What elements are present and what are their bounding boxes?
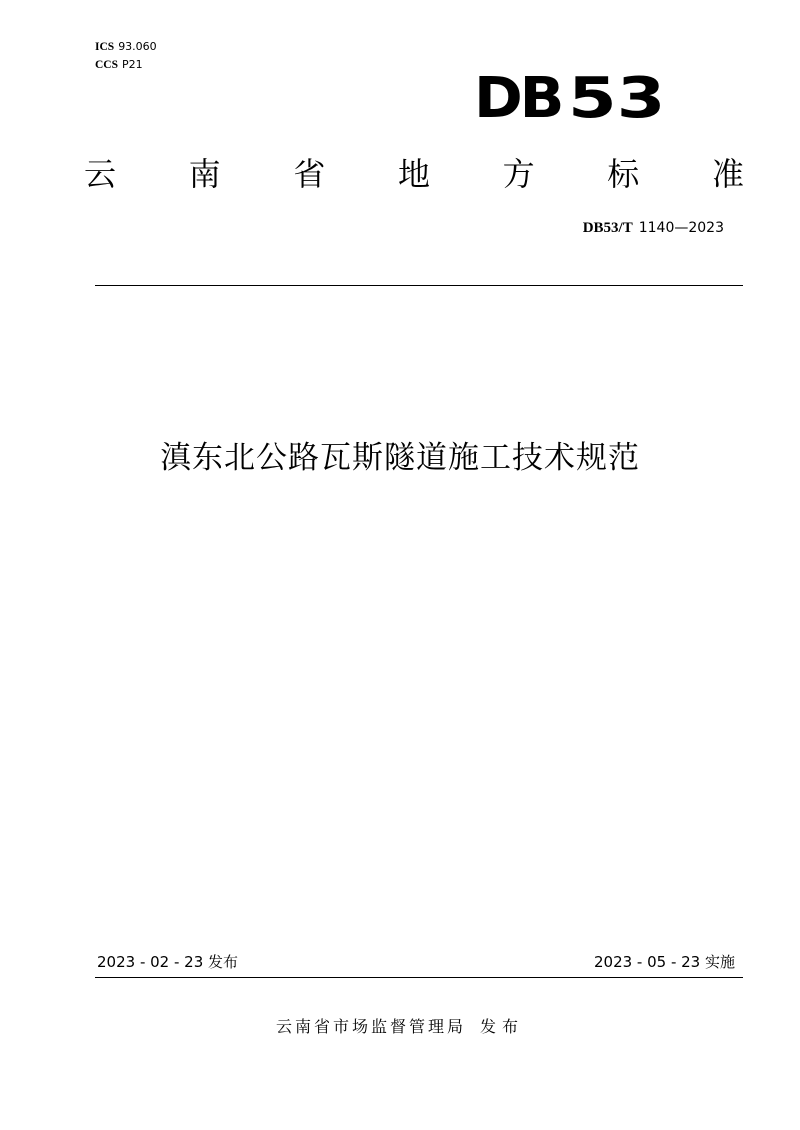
top-divider xyxy=(95,285,743,286)
standard-code xyxy=(583,218,724,238)
ccs-label: CCS xyxy=(95,59,119,71)
db-logo-letters: DB xyxy=(474,66,562,131)
ics-code xyxy=(95,40,157,54)
db-logo-number: 53 xyxy=(568,66,666,131)
publisher xyxy=(0,1016,800,1038)
standard-code-prefix: DB53/T xyxy=(582,220,633,236)
bottom-divider xyxy=(95,977,743,978)
standard-type-char: 地 xyxy=(397,155,430,193)
effective-date: 2023 - 05 - 23 实施 xyxy=(593,953,735,971)
publisher-name: 云南省市场监督管理局 xyxy=(275,1017,466,1036)
standard-type-heading xyxy=(84,150,744,198)
standard-type-char: 准 xyxy=(711,155,744,193)
issue-date: 2023 - 02 - 23 发布 xyxy=(97,953,239,971)
ccs-value: P21 xyxy=(122,58,143,71)
document-title: 滇东北公路瓦斯隧道施工技术规范 xyxy=(160,440,640,476)
standard-type-char: 省 xyxy=(293,155,326,193)
standard-code-number: 1140—2023 xyxy=(638,220,724,236)
db53-logo xyxy=(474,68,684,130)
standard-type-char: 方 xyxy=(502,155,535,193)
standard-type-char: 云 xyxy=(84,155,117,193)
publisher-action: 发布 xyxy=(480,1017,525,1036)
ccs-code xyxy=(95,58,143,72)
ics-value: 93.060 xyxy=(118,40,157,53)
standard-type-char: 标 xyxy=(607,155,640,193)
ics-label: ICS xyxy=(95,41,115,53)
standard-type-char: 南 xyxy=(188,155,221,193)
